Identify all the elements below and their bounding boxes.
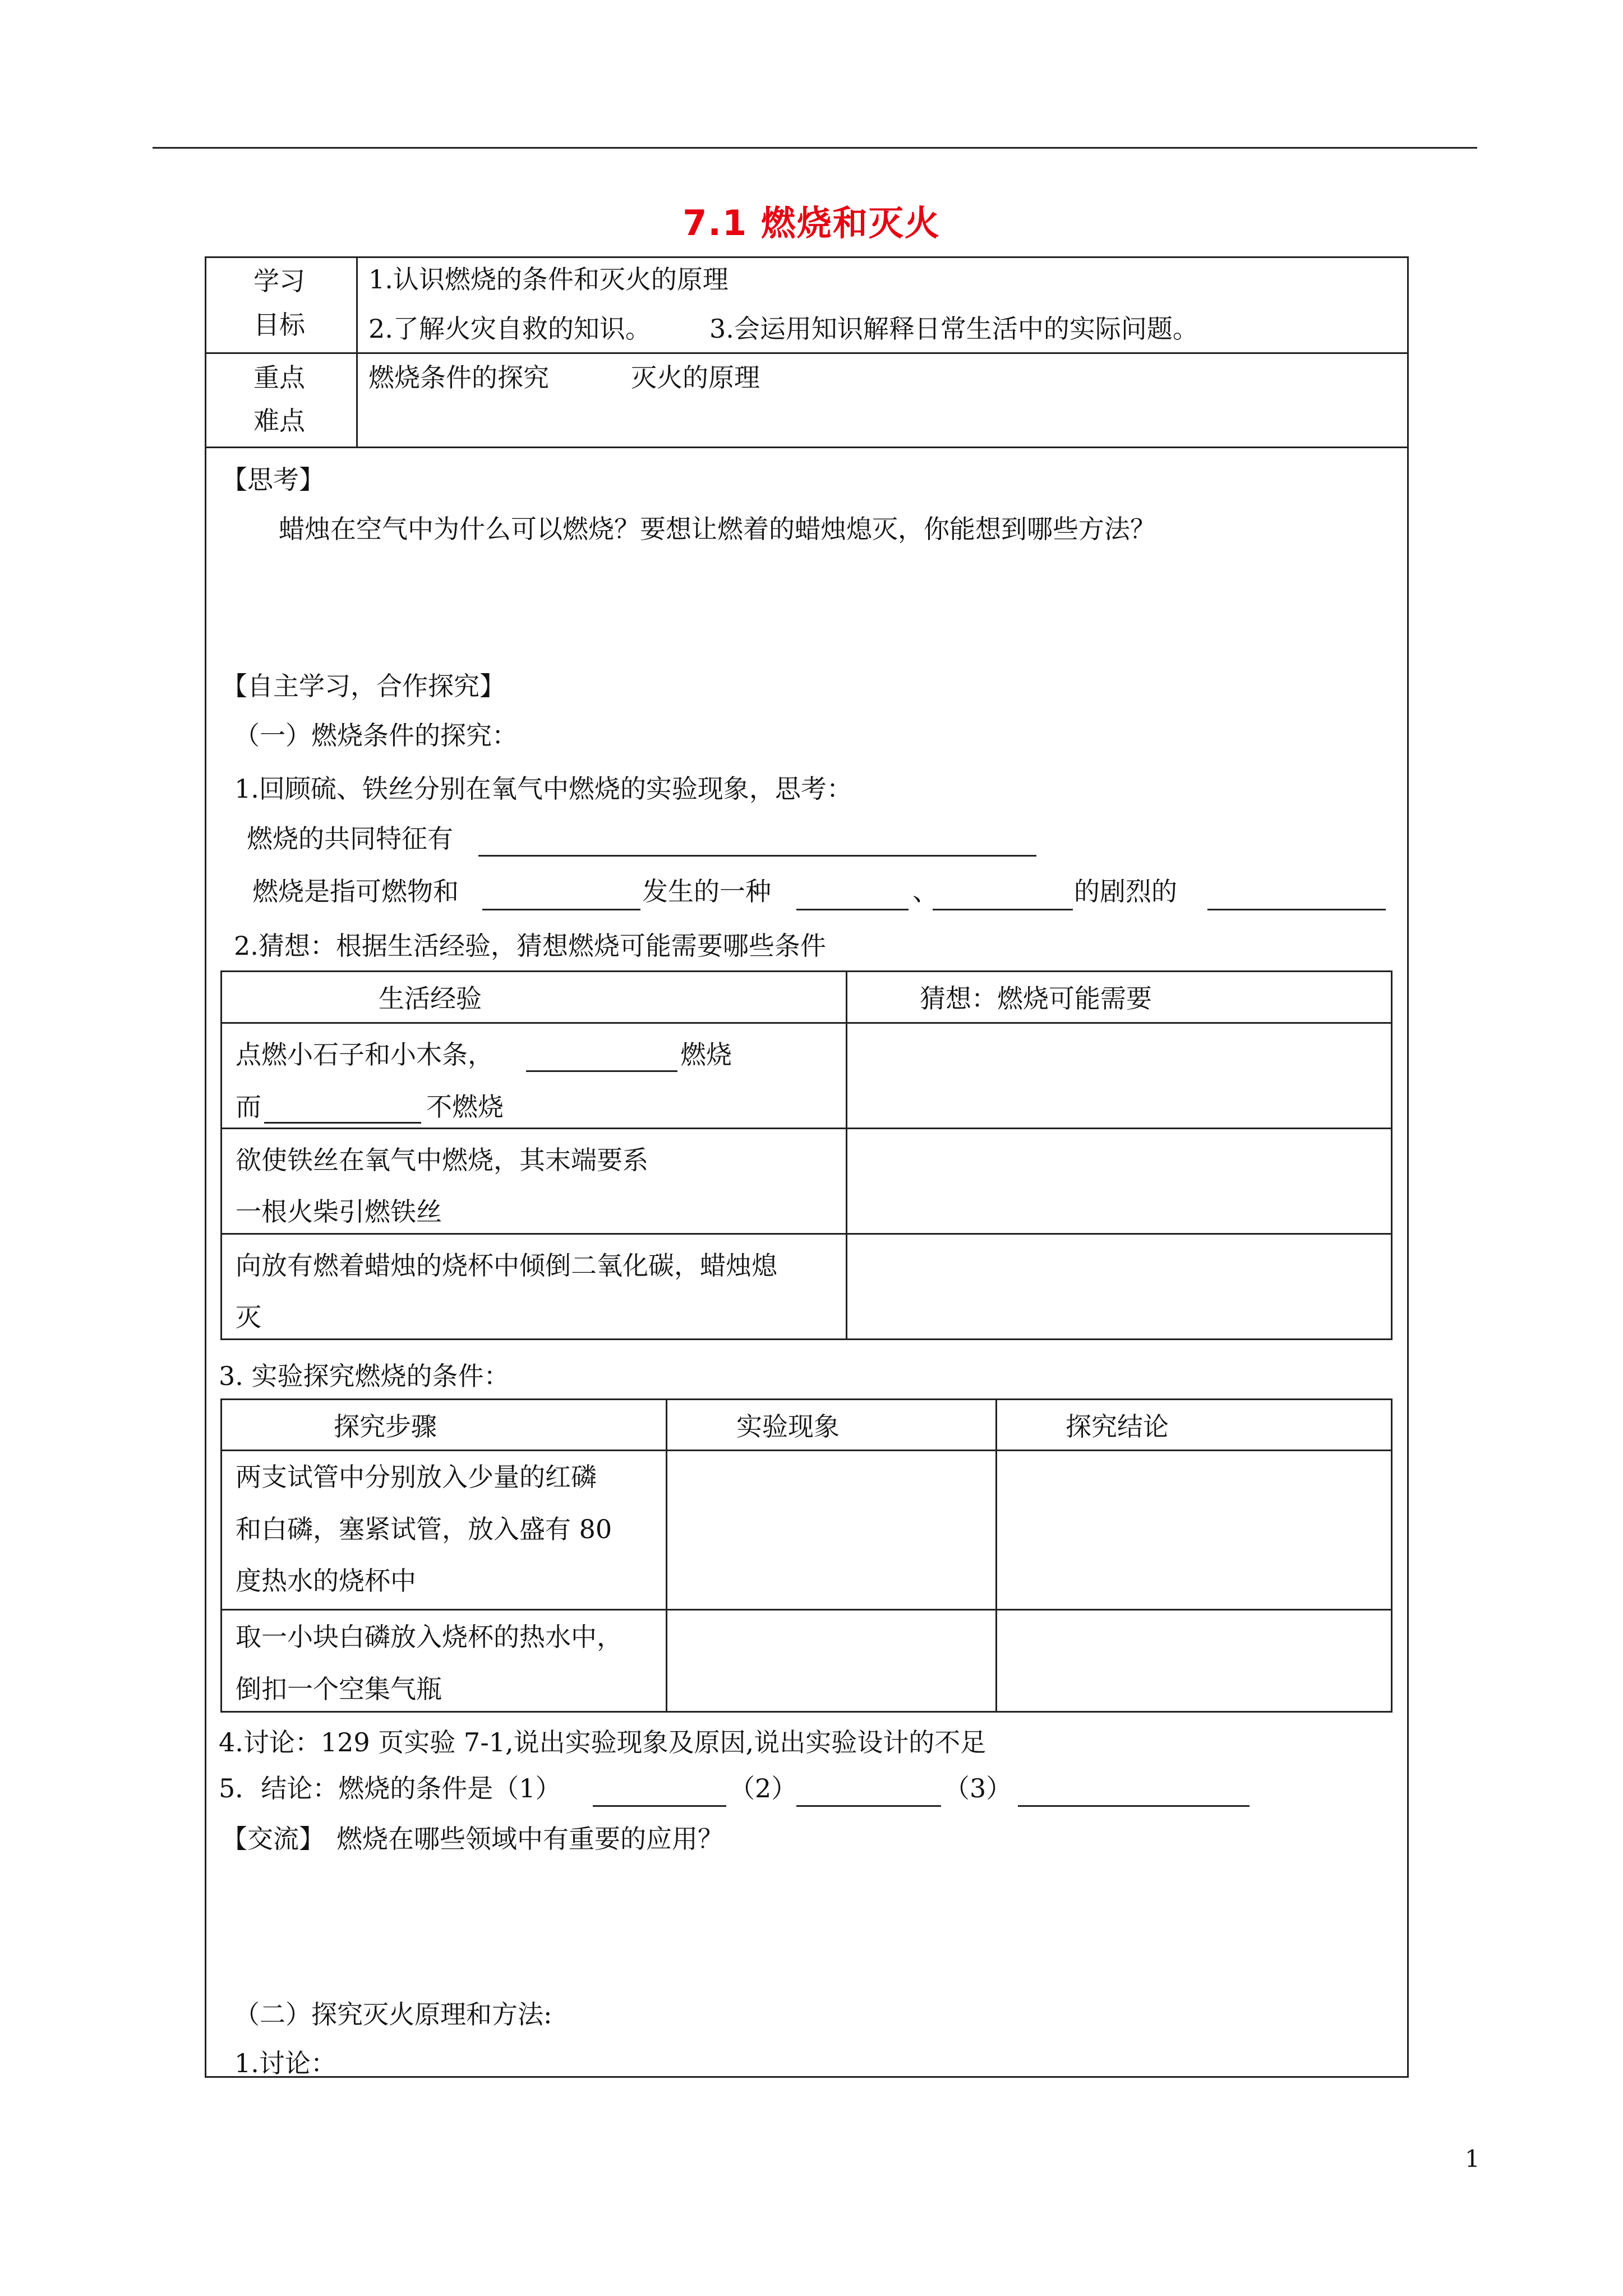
- definition-part-d: 的剧烈的: [1074, 876, 1177, 907]
- guess-row1-a: 点燃小石子和小木条，: [236, 1039, 494, 1070]
- keypoints-label-1: 重点: [253, 362, 305, 393]
- page-title: 7.1 燃烧和灭火: [683, 203, 940, 243]
- header-bottom-divider: [205, 447, 1409, 448]
- guess-row2-line1: 欲使铁丝在氧气中燃烧，其末端要系: [236, 1145, 648, 1175]
- objectives-line-1: 1.认识燃烧的条件和灭火的原理: [368, 264, 728, 295]
- objectives-label-1: 学习: [253, 266, 305, 296]
- common-features-blank[interactable]: [478, 855, 1036, 857]
- exchange-heading: 【交流】: [222, 1824, 325, 1854]
- common-features-label: 燃烧的共同特征有: [247, 823, 453, 854]
- keypoints-b: 灭火的原理: [631, 362, 760, 393]
- think-heading: 【思考】: [222, 464, 325, 495]
- experiment-row2-line1: 取一小块白磷放入烧杯的热水中，: [236, 1622, 623, 1652]
- guess-row3-line1: 向放有燃着蜡烛的烧杯中倾倒二氧化碳，蜡烛熄: [236, 1250, 777, 1281]
- exchange-question: 燃烧在哪些领域中有重要的应用？: [336, 1824, 723, 1854]
- experiment-row1-line1: 两支试管中分别放入少量的红磷: [236, 1462, 597, 1492]
- guess-row1-b: 燃烧: [680, 1039, 732, 1070]
- keypoints-a: 燃烧条件的探究: [368, 362, 549, 393]
- question-5-p2: （2）: [729, 1773, 797, 1803]
- guess-row1-d: 不燃烧: [426, 1092, 504, 1122]
- guess-row2-line2: 一根火柴引燃铁丝: [236, 1197, 442, 1227]
- definition-part-b: 发生的一种: [642, 876, 771, 907]
- condition-blank-2[interactable]: [796, 1805, 941, 1807]
- part1-heading: （一）燃烧条件的探究：: [234, 720, 518, 751]
- discuss-label: 1.讨论：: [234, 2048, 336, 2078]
- experiment-row1-line2: 和白磷，塞紧试管，放入盛有 80: [236, 1514, 612, 1544]
- header-row-divider: [205, 352, 1409, 354]
- objectives-line-2a: 2.了解火灾自救的知识。: [368, 314, 651, 344]
- question-5-p3: （3）: [944, 1773, 1012, 1803]
- question-1: 1.回顾硫、铁丝分别在氧气中燃烧的实验现象，思考：: [234, 774, 852, 804]
- condition-blank-1[interactable]: [593, 1805, 726, 1807]
- think-question: 蜡烛在空气中为什么可以燃烧？要想让燃着的蜡烛熄灭，你能想到哪些方法？: [279, 514, 1156, 544]
- question-2: 2.猜想：根据生活经验，猜想燃烧可能需要哪些条件: [234, 931, 826, 961]
- experiment-row1-line3: 度热水的烧杯中: [236, 1566, 416, 1596]
- question-4: 4.讨论：129 页实验 7-1,说出实验现象及原因,说出实验设计的不足: [219, 1727, 986, 1757]
- experiment-col-divider-1: [666, 1398, 667, 1713]
- header-label-divider: [356, 256, 358, 448]
- objectives-label-2: 目标: [253, 310, 305, 340]
- self-study-heading: 【自主学习，合作探究】: [222, 671, 505, 701]
- experiment-row1-divider: [220, 1609, 1393, 1611]
- experiment-col-divider-2: [995, 1398, 997, 1713]
- experiment-header-steps: 探究步骤: [334, 1411, 437, 1442]
- experiment-header-phenomena: 实验现象: [736, 1411, 840, 1442]
- condition-blank-3[interactable]: [1018, 1805, 1249, 1807]
- guess-header-experience: 生活经验: [379, 983, 482, 1014]
- objectives-line-2b: 3.会运用知识解释日常生活中的实际问题。: [709, 314, 1198, 344]
- guess-row1-blank-1[interactable]: [526, 1070, 677, 1072]
- keypoints-label-2: 难点: [253, 406, 305, 436]
- definition-blank-3[interactable]: [933, 909, 1073, 910]
- question-3: 3. 实验探究燃烧的条件：: [219, 1361, 510, 1391]
- definition-part-c: 、: [912, 876, 938, 907]
- experiment-table: [220, 1398, 1393, 1713]
- guess-table-header-divider: [220, 1022, 1393, 1024]
- guess-row1-blank-2[interactable]: [264, 1122, 421, 1124]
- experiment-header-divider: [220, 1450, 1393, 1451]
- definition-blank-2[interactable]: [796, 909, 909, 910]
- guess-row3-line2: 灭: [236, 1302, 261, 1332]
- guess-row1-c: 而: [236, 1092, 261, 1122]
- experiment-header-conclusion: 探究结论: [1066, 1411, 1169, 1442]
- top-rule: [153, 147, 1477, 149]
- guess-table-row1-divider: [220, 1128, 1393, 1129]
- page-number: 1: [1465, 2145, 1480, 2173]
- guess-header-conjecture: 猜想：燃烧可能需要: [920, 983, 1152, 1014]
- definition-blank-4[interactable]: [1207, 909, 1386, 910]
- part2-heading: （二）探究灭火原理和方法:: [234, 1999, 552, 2030]
- guess-table-col-divider: [846, 970, 847, 1340]
- definition-blank-1[interactable]: [482, 909, 640, 910]
- question-5-prefix: 5．结论：燃烧的条件是（1）: [219, 1773, 561, 1803]
- experiment-row2-line2: 倒扣一个空集气瓶: [236, 1674, 442, 1704]
- definition-part-a: 燃烧是指可燃物和: [252, 876, 459, 907]
- guess-table-row2-divider: [220, 1233, 1393, 1235]
